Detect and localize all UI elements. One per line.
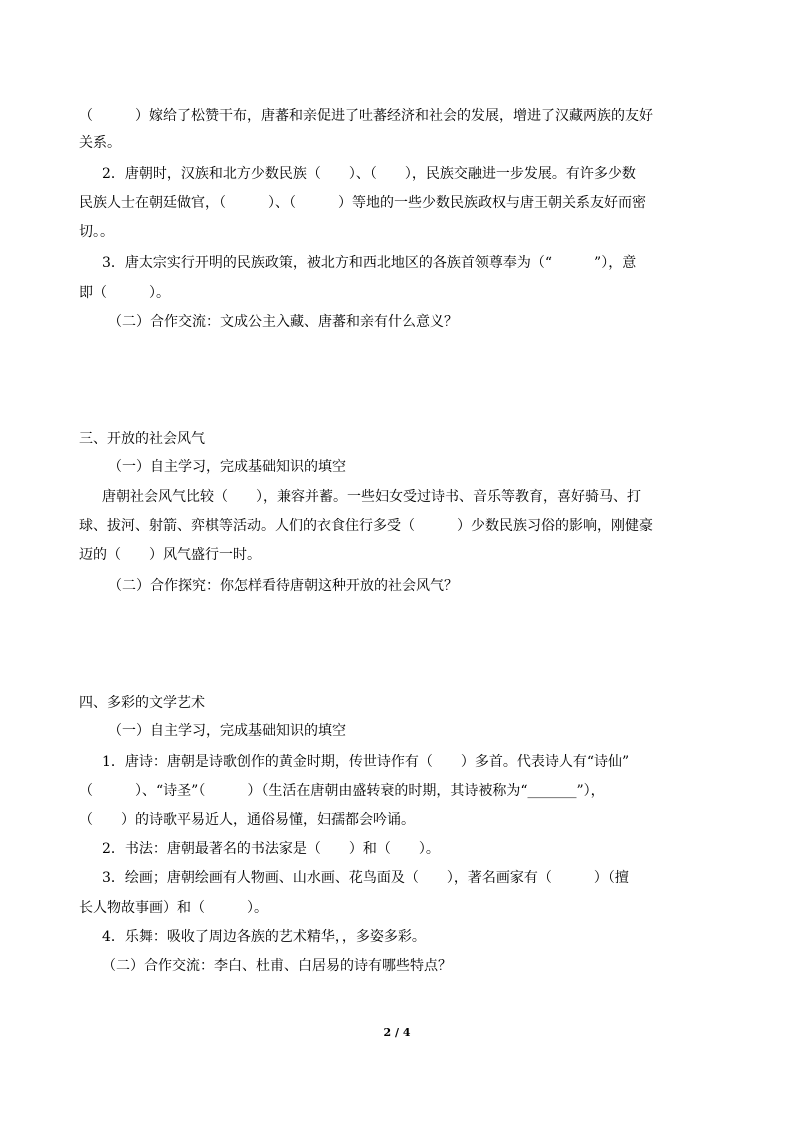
- section4-title: 四、多彩的文学艺术: [79, 695, 205, 711]
- page-number: 2 / 4: [383, 1026, 411, 1039]
- sec2-q2-line: 切。。: [79, 224, 114, 240]
- section4-sub1: （一）自主学习，完成基础知识的填空: [108, 723, 346, 739]
- section4-sub2: （二）合作交流：李白、杜甫、白居易的诗有哪些特点？: [102, 958, 452, 974]
- section4-q3-line: 长人物故事画）和（ ）。: [79, 900, 268, 916]
- sec2-q1-line: （ ）嫁给了松赞干布，唐蕃和亲促进了吐蕃经济和社会的发展，增进了汉藏两族的友好: [79, 108, 653, 124]
- sec2-q3-line: 3．唐太宗实行开明的民族政策，被北方和西北地区的各族首领尊奉为（“ ”），意: [102, 255, 637, 271]
- sec2-q1-line: 关系。: [79, 135, 121, 151]
- section4-q1-line: 1．唐诗：唐朝是诗歌创作的黄金时期，传世诗作有（ ）多首。代表诗人有“诗仙”: [102, 754, 630, 770]
- section4-q4: 4．乐舞：吸收了周边各族的艺术精华，，多姿多彩。: [102, 929, 426, 945]
- section3-paragraph-line: 唐朝社会风气比较（ ），兼容并蓄。一些妇女受过诗书、音乐等教育，喜好骑马、打: [102, 489, 641, 505]
- sec2-q3-line: 即（ ）。: [79, 285, 170, 301]
- section3-paragraph-line: 球、拔河、射箭、弈棋等活动。人们的衣食住行多受（ ）少数民族习俗的影响，刚健豪: [79, 518, 653, 534]
- section4-q1-line: （ ）、“诗圣”（ ）（生活在唐朝由盛转衰的时期，其诗被称为“_______”），: [79, 783, 605, 799]
- sec2-discussion: （二）合作交流：文成公主入藏、唐蕃和亲有什么意义？: [108, 314, 458, 330]
- sec2-q2-line: 民族人士在朝廷做官，（ ）、（ ）等地的一些少数民族政权与唐王朝关系友好而密: [79, 195, 646, 211]
- sec2-q2-line: 2．唐朝时，汉族和北方少数民族（ ）、（ ），民族交融进一步发展。有许多少数: [102, 166, 636, 182]
- section3-title: 三、开放的社会风气: [79, 431, 205, 447]
- section3-sub2: （二）合作探究：你怎样看待唐朝这种开放的社会风气？: [108, 578, 458, 594]
- section4-q2: 2．书法：唐朝最著名的书法家是（ ）和（ ）。: [102, 841, 440, 857]
- section4-q1-line: （ ）的诗歌平易近人，通俗易懂，妇孺都会吟诵。: [79, 812, 415, 828]
- section3-sub1: （一）自主学习，完成基础知识的填空: [108, 459, 346, 475]
- section4-q3-line: 3．绘画；唐朝绘画有人物画、山水画、花鸟面及（ ），著名画家有（ ）（擅: [102, 870, 629, 886]
- section3-paragraph-line: 迈的（ ）风气盛行一时。: [79, 547, 261, 563]
